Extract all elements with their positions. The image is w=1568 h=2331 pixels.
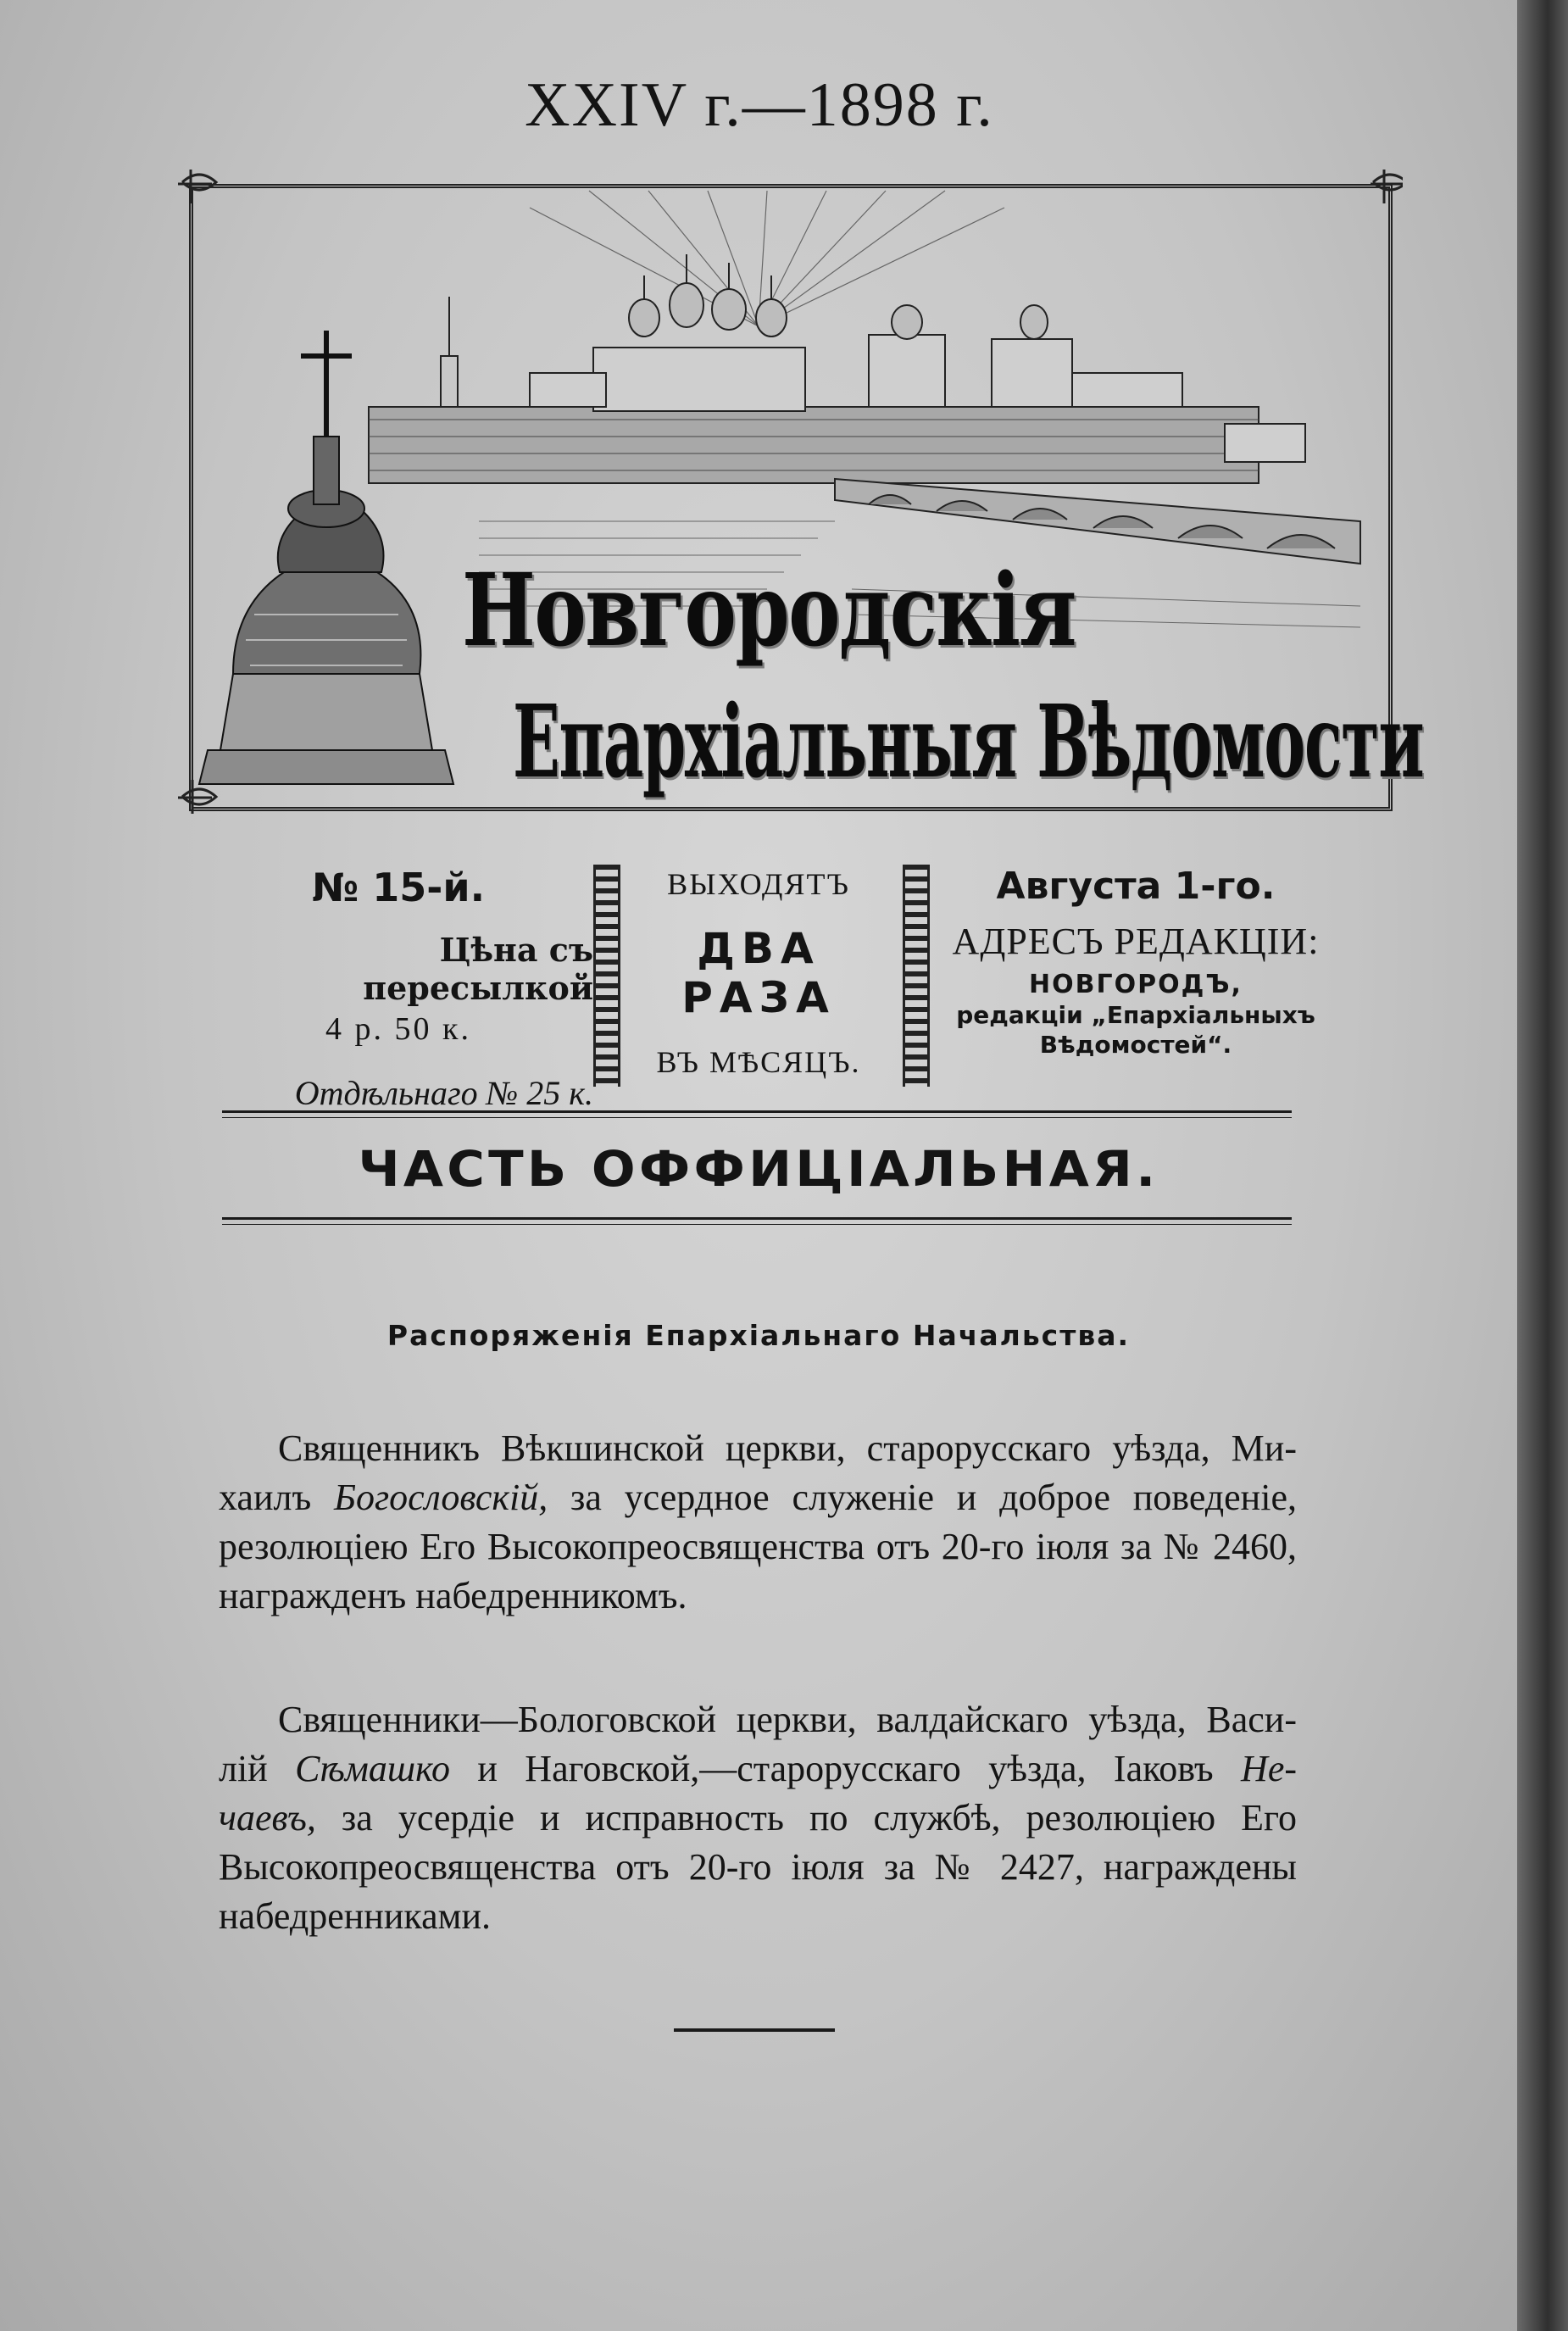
frequency-info (623, 866, 894, 1080)
paragraph-2 (219, 1695, 1297, 1941)
section-rule-top (222, 1110, 1292, 1113)
address-info (937, 865, 1335, 1059)
surname: чаевъ, (219, 1797, 316, 1839)
section-title: ЧАСТЬ ОФФИЦІАЛЬНАЯ. (358, 1140, 1159, 1198)
frequency-line1: ВЫХОДЯТЪ (667, 867, 850, 901)
frequency-line2: ДВА РАЗА (681, 924, 836, 1022)
year-heading: XXIV г.—1898 г. (525, 70, 994, 140)
issue-number: № 15-й. (311, 865, 486, 910)
text-run: за усердное служеніе и доброе поведеніе, (548, 1477, 1297, 1518)
ornament-divider-right (903, 865, 930, 1087)
section-rule-top-thin (222, 1117, 1292, 1118)
newspaper-title-line1: Новгородскія (462, 551, 1076, 669)
issue-info (203, 865, 593, 1113)
end-rule (674, 2028, 835, 2032)
paragraph-line: награжденъ набедренникомъ. (219, 1575, 687, 1616)
newspaper-title-line2: Епархіальныя Вѣдомости (513, 682, 1424, 800)
address-line2: Вѣдомостей“. (1039, 1031, 1232, 1059)
surname: Сѣмашко (295, 1748, 451, 1789)
price-label: Цѣна съ пересылкой (363, 931, 593, 1007)
address-label: АДРЕСЪ РЕДАКЦІИ: (952, 921, 1320, 962)
frequency-line3: ВЪ МѢСЯЦЪ. (656, 1045, 861, 1079)
text-run: и Наговской,—старорусскаго уѣзда, Іаковъ (450, 1748, 1242, 1789)
ornament-divider-left (593, 865, 620, 1087)
paragraph-line (219, 1744, 1297, 1794)
text-run: лій (219, 1748, 296, 1789)
paragraph-line (219, 1473, 1297, 1522)
address-line1: редакціи „Епархіальныхъ (956, 1001, 1315, 1029)
issue-date: Августа 1-го. (996, 865, 1276, 908)
book-gutter (1517, 0, 1568, 2331)
paragraph-line: Священники—Бологовской церкви, валдайскаго уѣзда, Васи- (278, 1699, 1297, 1740)
surname: Богословскій, (333, 1477, 548, 1518)
paragraph-line: Священникъ Вѣкшинской церкви, старорусскаго уѣзда, Ми- (278, 1427, 1297, 1469)
paragraph-line: Высокопреосвященства отъ 20-го іюля за № 2427, награждены (219, 1846, 1297, 1888)
section-rule-bottom (222, 1217, 1292, 1220)
text-run: хаилъ (219, 1477, 334, 1518)
paragraph-1 (219, 1424, 1297, 1621)
text-run: за усердіе и исправность по службѣ, резолюціею Его (315, 1797, 1297, 1839)
article-heading: Распоряженія Епархіальнаго Начальства. (386, 1319, 1131, 1352)
section-rule-bottom-thin (222, 1224, 1292, 1225)
address-city: НОВГОРОДЪ, (1029, 970, 1243, 999)
paragraph-line: набедренниками. (219, 1895, 492, 1937)
paragraph-line: резолюціею Его Высокопреосвященства отъ 20-го іюля за № 2460, (219, 1526, 1297, 1567)
price-value: 4 р. 50 к. (325, 1011, 471, 1047)
surname: Не- (1241, 1748, 1298, 1789)
paragraph-line (219, 1794, 1297, 1843)
single-issue-price: Отдѣльнаго № 25 к. (294, 1074, 593, 1112)
